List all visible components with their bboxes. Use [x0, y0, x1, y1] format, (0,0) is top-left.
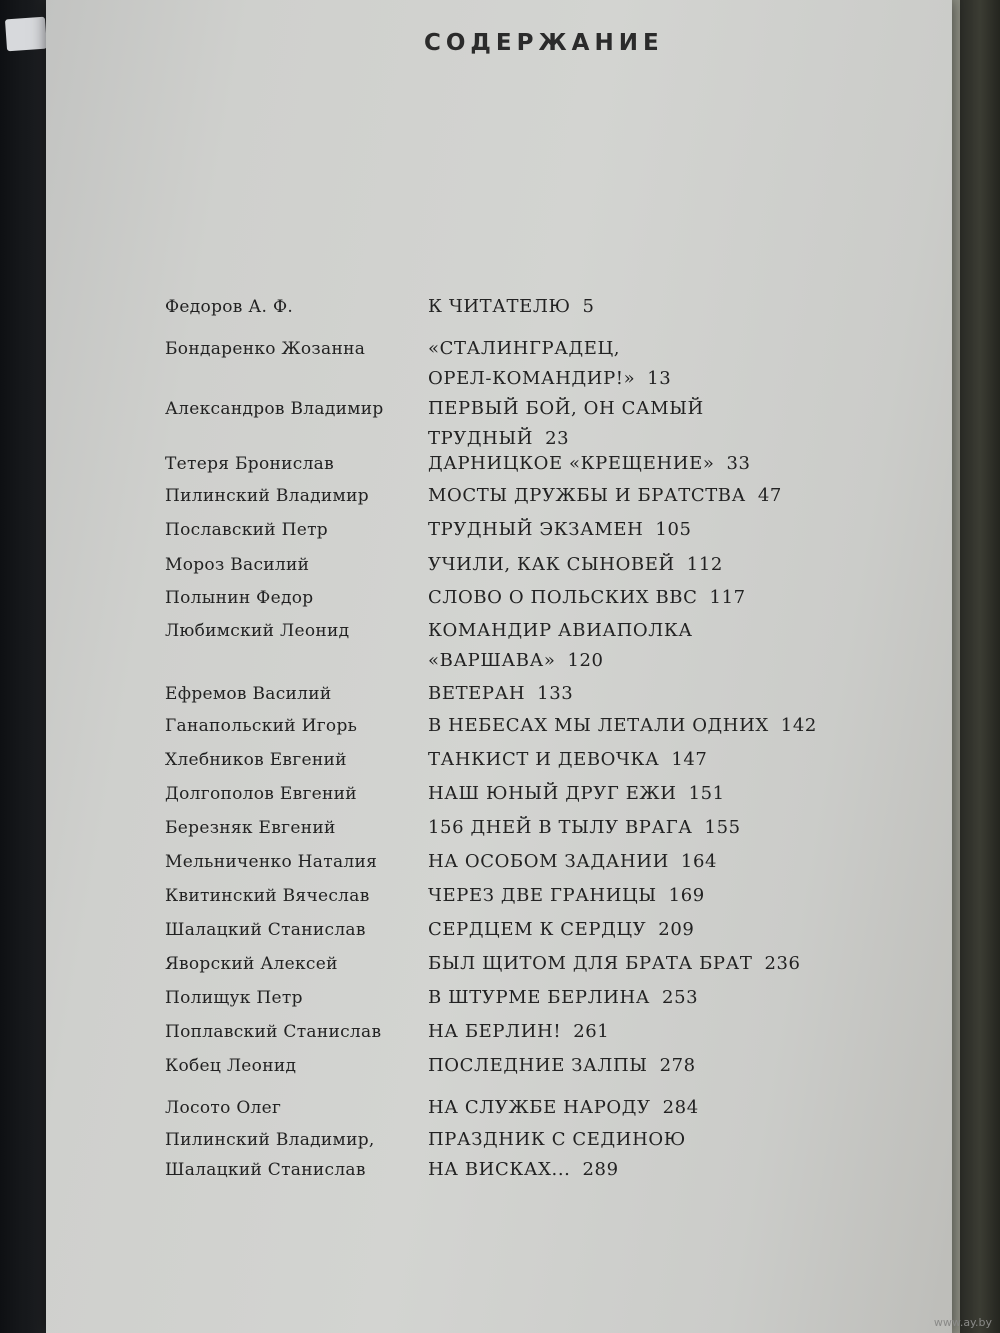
entry-title [428, 679, 573, 709]
title-line: ПРАЗДНИК С СЕДИНОЮ [428, 1129, 686, 1150]
entry-author [165, 334, 365, 364]
author-line: Мороз Василий [165, 555, 310, 575]
author-line: Кобец Леонид [165, 1056, 297, 1076]
entry-title [428, 550, 723, 580]
entry-author [165, 292, 293, 322]
author-line: Полищук Петр [165, 988, 303, 1008]
author-line: Лосото Олег [165, 1098, 282, 1118]
page-number: 147 [671, 749, 708, 770]
entry-author [165, 550, 309, 580]
author-line: Шалацкий Станислав [165, 1160, 366, 1180]
entry-title [428, 481, 782, 511]
entry-author [165, 449, 334, 479]
page-number: 151 [688, 783, 725, 804]
title-line: СЛОВО О ПОЛЬСКИХ ВВС 117 [428, 587, 746, 608]
title-line: БЫЛ ЩИТОМ ДЛЯ БРАТА БРАТ 236 [428, 953, 801, 974]
entry-title [428, 983, 698, 1013]
title-line: УЧИЛИ, КАК СЫНОВЕЙ 112 [428, 554, 723, 575]
page-number: 278 [659, 1055, 696, 1076]
entry-author [165, 847, 377, 877]
title-line: МОСТЫ ДРУЖБЫ И БРАТСТВА 47 [428, 485, 782, 506]
title-line: ВЕТЕРАН 133 [428, 683, 574, 704]
entry-title [428, 449, 751, 479]
title-line: ОРЕЛ-КОМАНДИР!» 13 [428, 368, 672, 389]
page-number: 164 [680, 851, 718, 872]
title-line: ТАНКИСТ И ДЕВОЧКА 147 [428, 749, 708, 770]
entry-author [165, 481, 369, 511]
entry-title [428, 949, 801, 979]
title-line: НА ВИСКАХ... 289 [428, 1159, 619, 1180]
entry-title [428, 881, 705, 911]
entry-title [428, 779, 725, 809]
entry-title [428, 1125, 686, 1185]
title-line: ТРУДНЫЙ ЭКЗАМЕН 105 [428, 519, 692, 540]
entry-author [165, 1125, 375, 1185]
page-number: 23 [545, 428, 570, 449]
author-line: Бондаренко Жозанна [165, 339, 366, 359]
title-line: В НЕБЕСАХ МЫ ЛЕТАЛИ ОДНИХ 142 [428, 715, 817, 736]
entry-author [165, 949, 338, 979]
title-line: К ЧИТАТЕЛЮ 5 [428, 296, 595, 317]
title-line: ПЕРВЫЙ БОЙ, ОН САМЫЙ [428, 398, 704, 419]
entry-author [165, 1017, 381, 1047]
author-line: Пилинский Владимир, [165, 1130, 375, 1150]
author-line: Березняк Евгений [165, 818, 336, 838]
author-line: Хлебников Евгений [165, 750, 347, 770]
title-line: 156 ДНЕЙ В ТЫЛУ ВРАГА 155 [428, 817, 741, 838]
entry-author [165, 745, 347, 775]
page-number: 133 [537, 683, 574, 704]
author-line: Полынин Федор [165, 588, 314, 608]
author-line: Поплавский Станислав [165, 1022, 382, 1042]
author-line: Александров Владимир [165, 399, 384, 419]
entry-title [428, 616, 693, 676]
entry-author [165, 583, 313, 613]
title-line: НА ОСОБОМ ЗАДАНИИ 164 [428, 851, 718, 872]
author-line: Ефремов Василий [165, 684, 332, 704]
author-line: Квитинский Вячеслав [165, 886, 370, 906]
page-number: 261 [573, 1021, 610, 1042]
page-number: 289 [582, 1159, 619, 1180]
page-number: 112 [686, 554, 723, 575]
title-line: ДАРНИЦКОЕ «КРЕЩЕНИЕ» 33 [428, 453, 751, 474]
title-line: «СТАЛИНГРАДЕЦ, [428, 338, 621, 359]
author-line: Шалацкий Станислав [165, 920, 366, 940]
title-line: НА СЛУЖБЕ НАРОДУ 284 [428, 1097, 699, 1118]
entry-author [165, 1093, 281, 1123]
entry-title [428, 1093, 699, 1123]
corner-tag [5, 17, 47, 52]
entry-author [165, 616, 349, 646]
author-line: Тетеря Бронислав [165, 454, 334, 474]
entry-author [165, 394, 384, 424]
page-number: 253 [662, 987, 699, 1008]
page-number: 209 [658, 919, 695, 940]
page-title: СОДЕРЖАНИЕ [424, 30, 664, 56]
entry-title [428, 334, 671, 394]
entry-title [428, 745, 708, 775]
entry-title [428, 394, 704, 454]
page-number: 169 [668, 885, 705, 906]
page-number: 13 [647, 368, 672, 389]
title-line: ЧЕРЕЗ ДВЕ ГРАНИЦЫ 169 [428, 885, 705, 906]
title-line: В ШТУРМЕ БЕРЛИНА 253 [428, 987, 699, 1008]
entry-title [428, 1051, 696, 1081]
title-line: НАШ ЮНЫЙ ДРУГ ЕЖИ 151 [428, 783, 725, 804]
entry-title [428, 515, 692, 545]
page-number: 117 [709, 587, 746, 608]
page-number: 284 [662, 1097, 699, 1118]
entry-author [165, 881, 370, 911]
page-number: 120 [567, 650, 604, 671]
entry-author [165, 711, 357, 741]
entry-title [428, 915, 694, 945]
author-line: Долгополов Евгений [165, 784, 357, 804]
page-number: 47 [757, 485, 782, 506]
author-line: Яворский Алексей [165, 954, 338, 974]
entry-title [428, 292, 595, 322]
author-line: Мельниченко Наталия [165, 852, 378, 872]
watermark: www.ay.by [933, 1316, 992, 1329]
entry-author [165, 779, 357, 809]
page-number: 5 [582, 296, 595, 317]
entry-author [165, 679, 332, 709]
entry-title [428, 711, 817, 741]
title-line: НА БЕРЛИН! 261 [428, 1021, 610, 1042]
page-number: 33 [726, 453, 751, 474]
title-line: «ВАРШАВА» 120 [428, 650, 604, 671]
book-right-edge [960, 0, 1000, 1333]
author-line: Ганапольский Игорь [165, 716, 358, 736]
entry-author [165, 813, 336, 843]
entry-title [428, 847, 717, 877]
title-line: ПОСЛЕДНИЕ ЗАЛПЫ 278 [428, 1055, 696, 1076]
entry-title [428, 1017, 609, 1047]
page-number: 142 [780, 715, 817, 736]
author-line: Пославский Петр [165, 520, 328, 540]
author-line: Пилинский Владимир [165, 486, 369, 506]
entry-author [165, 515, 328, 545]
entry-author [165, 915, 366, 945]
author-line: Федоров А. Ф. [165, 297, 294, 317]
entry-author [165, 1051, 296, 1081]
page-number: 236 [764, 953, 801, 974]
page-number: 155 [704, 817, 741, 838]
entry-title [428, 583, 746, 613]
title-line: КОМАНДИР АВИАПОЛКА [428, 620, 693, 641]
title-line: ТРУДНЫЙ 23 [428, 428, 570, 449]
author-line: Любимский Леонид [165, 621, 350, 641]
page-number: 105 [655, 519, 692, 540]
entry-author [165, 983, 303, 1013]
entry-title [428, 813, 741, 843]
title-line: СЕРДЦЕМ К СЕРДЦУ 209 [428, 919, 695, 940]
